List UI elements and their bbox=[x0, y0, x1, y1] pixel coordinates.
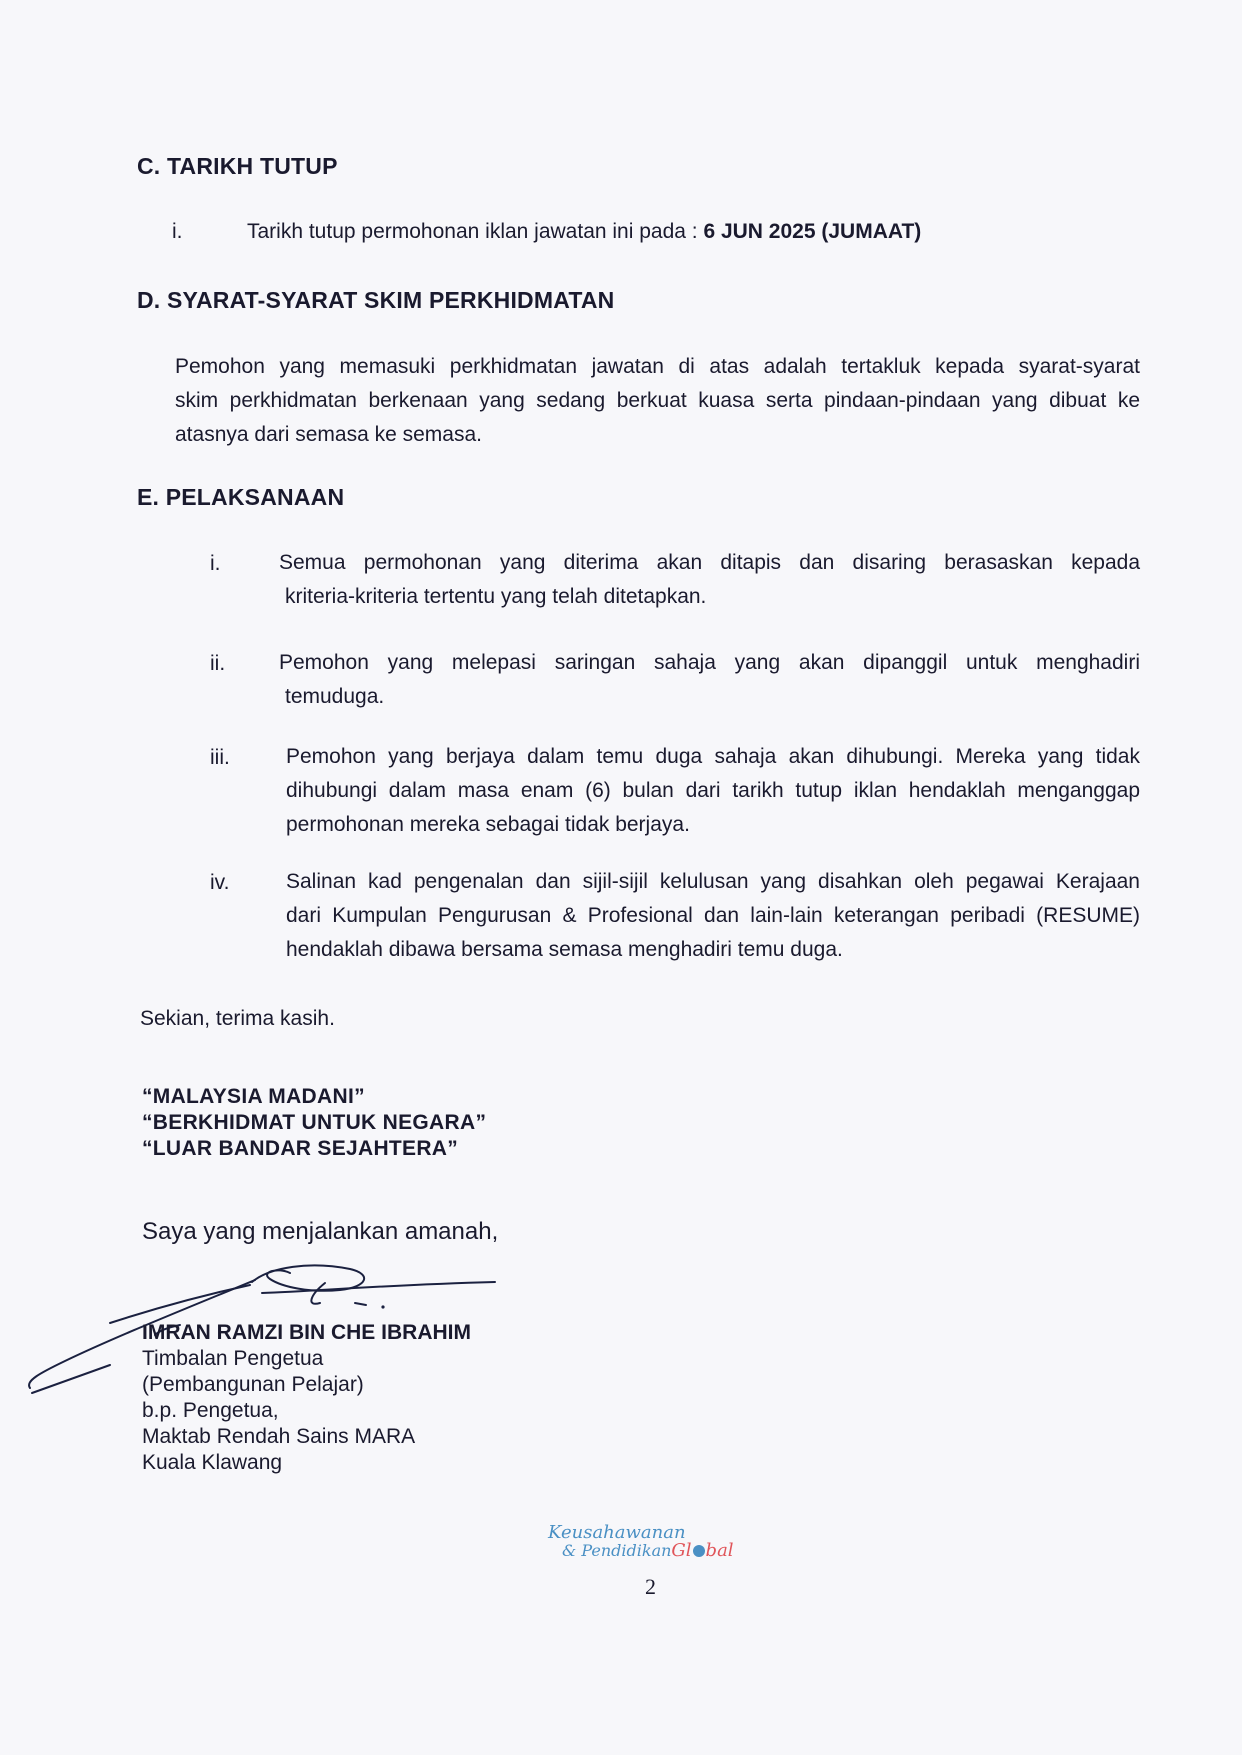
section-d-heading: D. SYARAT-SYARAT SKIM PERKHIDMATAN bbox=[137, 287, 615, 313]
paragraph-line: Pemohon yang memasuki perkhidmatan jawatan di atas adalah tertakluk kepada syarat-syarat bbox=[175, 355, 1140, 378]
closing-date: 6 JUN 2025 (JUMAAT) bbox=[703, 220, 922, 243]
watermark-line: Keusahawanan bbox=[548, 1522, 686, 1543]
watermark-row bbox=[562, 1540, 734, 1561]
page-number: 2 bbox=[645, 1574, 656, 1599]
motto-list bbox=[142, 1084, 486, 1162]
section-c-item-number: i. bbox=[172, 220, 183, 243]
list-item bbox=[286, 740, 1140, 842]
signatory-line: (Pembangunan Pelajar) bbox=[142, 1373, 364, 1396]
section-e-heading: E. PELAKSANAAN bbox=[137, 484, 345, 510]
signatory-line: b.p. Pengetua, bbox=[142, 1399, 279, 1422]
watermark-logo bbox=[548, 1522, 734, 1561]
signatory-name: IMRAN RAMZI BIN CHE IBRAHIM bbox=[142, 1321, 471, 1344]
section-c-item-text: Tarikh tutup permohonan iklan jawatan ini pada : bbox=[247, 220, 704, 243]
paragraph-line: skim perkhidmatan berkenaan yang sedang berkuat kuasa serta pindaan-pindaan yang dibuat ke bbox=[175, 389, 1140, 412]
list-item-line: dari Kumpulan Pengurusan & Profesional dan lain-lain keterangan peribadi (RESUME) bbox=[286, 904, 1140, 927]
list-item-number: i. bbox=[210, 552, 221, 575]
globe-icon bbox=[693, 1545, 705, 1557]
list-item-number: iii. bbox=[210, 746, 230, 769]
list-item-line: Salinan kad pengenalan dan sijil-sijil kelulusan yang disahkan oleh pegawai Kerajaan bbox=[286, 870, 1140, 893]
signoff-text: Saya yang menjalankan amanah, bbox=[142, 1218, 499, 1245]
signatory-line: Maktab Rendah Sains MARA bbox=[142, 1425, 416, 1448]
motto: “LUAR BANDAR SEJAHTERA” bbox=[142, 1137, 459, 1160]
list-item bbox=[286, 865, 1140, 967]
signatory-line: Timbalan Pengetua bbox=[142, 1347, 324, 1370]
watermark-line: Gl bbox=[671, 1540, 692, 1561]
section-c-item bbox=[247, 220, 921, 244]
list-item-line: kriteria-kriteria tertentu yang telah ditetapkan. bbox=[285, 585, 707, 608]
list-item-line: permohonan mereka sebagai tidak berjaya. bbox=[286, 813, 690, 836]
list-item-number: ii. bbox=[210, 652, 226, 675]
list-item bbox=[279, 546, 1140, 614]
paragraph-line: atasnya dari semasa ke semasa. bbox=[175, 423, 482, 446]
signatory-line: Kuala Klawang bbox=[142, 1451, 283, 1474]
list-item-line: Semua permohonan yang diterima akan ditapis dan disaring berasaskan kepada bbox=[279, 551, 1140, 574]
list-item-line: Pemohon yang berjaya dalam temu duga sahaja akan dihubungi. Mereka yang tidak bbox=[286, 745, 1140, 768]
list-item-line: temuduga. bbox=[285, 685, 385, 708]
list-item-number: iv. bbox=[210, 871, 230, 894]
signatory-block bbox=[142, 1320, 471, 1476]
section-d-paragraph bbox=[175, 350, 1140, 452]
list-item-line: dihubungi dalam masa enam (6) bulan dari tarikh tutup iklan hendaklah menganggap bbox=[286, 779, 1140, 802]
motto: “BERKHIDMAT UNTUK NEGARA” bbox=[142, 1111, 487, 1134]
list-item-line: hendaklah dibawa bersama semasa menghadiri temu duga. bbox=[286, 938, 843, 961]
motto: “MALAYSIA MADANI” bbox=[142, 1085, 365, 1108]
watermark-line: & Pendidikan bbox=[562, 1541, 672, 1560]
list-item bbox=[279, 646, 1140, 714]
section-c-heading: C. TARIKH TUTUP bbox=[137, 153, 338, 179]
closing-text: Sekian, terima kasih. bbox=[140, 1007, 335, 1030]
watermark-line: bal bbox=[705, 1540, 734, 1561]
list-item-line: Pemohon yang melepasi saringan sahaja yang akan dipanggil untuk menghadiri bbox=[279, 651, 1140, 674]
